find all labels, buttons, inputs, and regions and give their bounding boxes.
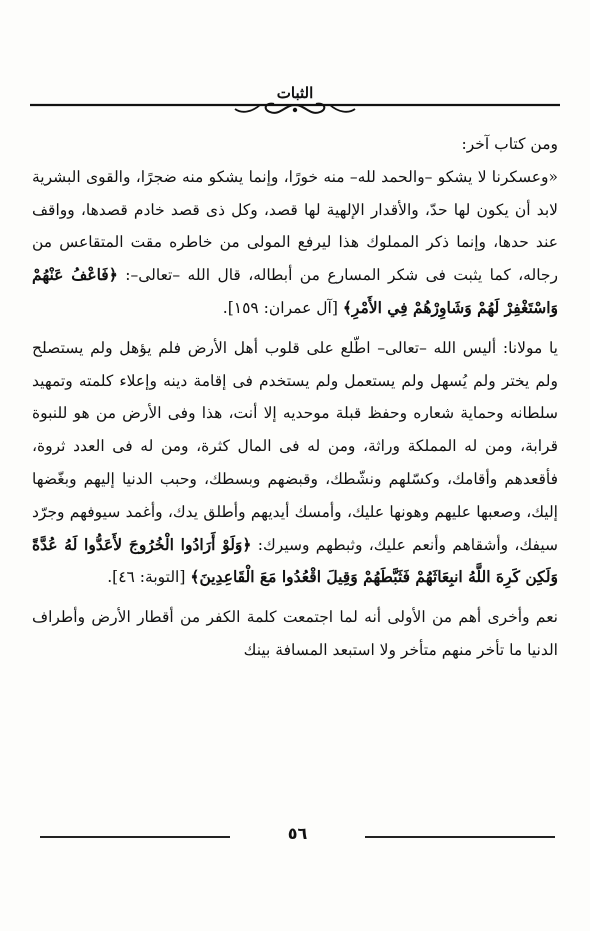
paragraph-intro: ومن كتاب آخر: bbox=[461, 135, 558, 153]
citation-2: [التوبة: ٤٦]. bbox=[107, 568, 186, 587]
quran-verse-2: ﴿وَلَوْ أَرَادُوا الْخُرُوجَ لأَعَدُّوا لَهُ عُدَّةً وَلَكِن كَرِهَ اللَّهُ انبِعَاثَهُمْ فَثَبَّطَهُمْ وَقِيلَ اقْعُدُوا مَعَ الْقَاعِدِينَ﴾ bbox=[32, 534, 558, 587]
quran-verse-1: ﴿فَاعْفُ عَنْهُمْ وَاسْتَغْفِرْ لَهُمْ وَشَاوِرْهُمْ فِي الأَمْرِ﴾ bbox=[32, 265, 558, 317]
header-ornament bbox=[30, 96, 560, 118]
paragraph-naam: نعم وأخرى أهم من الأولى أنه لما اجتمعت كلمة الكفر من أقطار الأرض وأطراف الدنيا ما تأخر منهم متأخر ولا استبعد المسافة بينك bbox=[32, 608, 558, 659]
citation-1: [آل عمران: ١٥٩]. bbox=[222, 298, 338, 317]
page-footer bbox=[40, 822, 555, 852]
paragraph-maulana bbox=[32, 332, 558, 594]
page-body bbox=[32, 128, 558, 838]
paragraph-letter bbox=[32, 161, 558, 325]
running-head: الثبات bbox=[276, 84, 314, 102]
footer-rule-left bbox=[40, 836, 230, 838]
letter-text: «وعسكرنا لا يشكو –والحمد لله– منه خورًا، وإنما يشكو منه ضجرًا، والقوى البشرية لابد أن يكون لها حدّ، والأقدار الإلهية لها قصد، وكل ذى قصد خادم قصدها، وواقف عند حدها، وإنما ذكر المملوك هذا ليرفع المولى من خاطره مقت المتقاعس من رجاله، كما يثبت فى شكر المسارع من أبطاله، قال الله –تعالى–: bbox=[32, 167, 558, 285]
page-number: ٥٦ bbox=[287, 824, 308, 843]
maulana-text: يا مولانا: أليس الله –تعالى– اطّلع على قلوب أهل الأرض فلم يؤهل ولم يستصلح ولم يختر ولم يُسهل ولم يستعمل ولم يستخدم فى إقامة دينه وإعلاء كلمته وتمهيد سلطانه وحماية شعاره وحفظ قبلة موحديه إلا أنت، هذا وفى الأرض من هو للنبوة قرابة، ومن له المملكة وراثة، ومن له فى المال كثرة، ومن له فى العدد ثروة، فأقعدهم وأقامك، وكسّلهم ونشّطك، وقبضهم وبسطك، وحبب الدنيا إليهم وبغّضها إليك، وصعبها عليهم وهونها عليك، وأمسك أيديهم وأطلق يدك، وأغمد سيوفهم وجرّد سيفك، وأشقاهم وأنعم عليك، وثبطهم وسيرك: bbox=[32, 338, 558, 554]
page-header bbox=[30, 78, 560, 118]
